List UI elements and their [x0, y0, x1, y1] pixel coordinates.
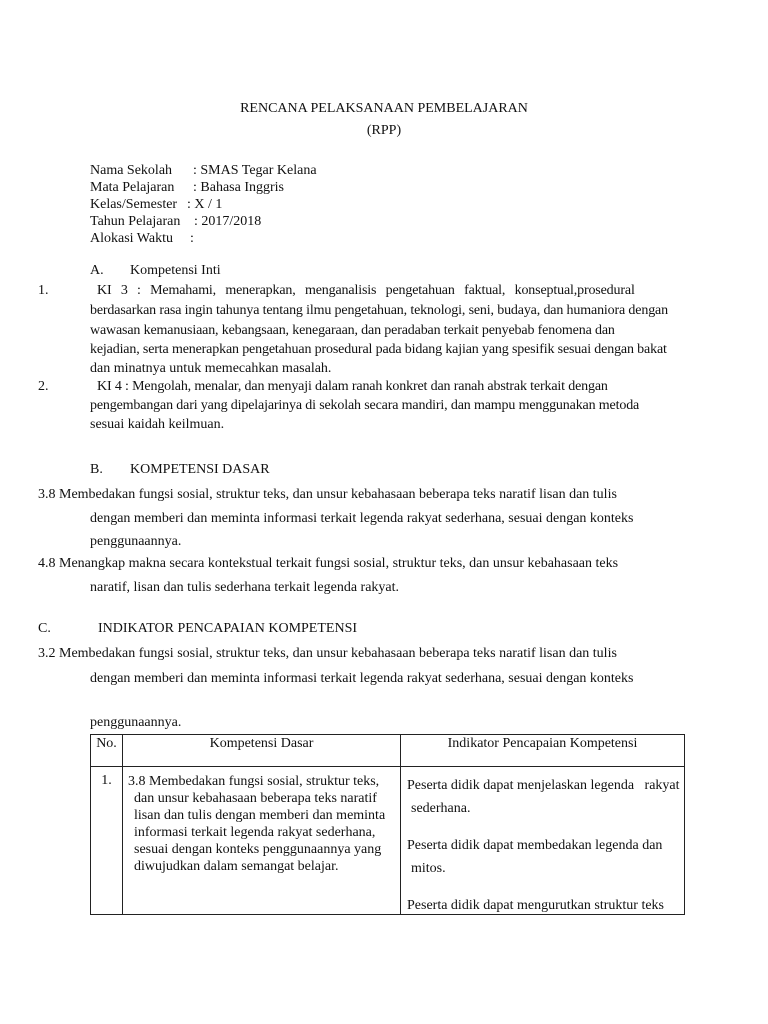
- info-label: Kelas/Semester: [90, 197, 178, 212]
- kd-text-line: sesuai dengan konteks penggunaannya yang: [134, 842, 382, 857]
- header-no: No.: [91, 735, 123, 767]
- ki4-line: KI 4 : Mengolah, menalar, dan menyaji dalam ranah konkret dan ranah abstrak terkait dengan: [97, 379, 608, 394]
- kd-line: naratif, lisan dan tulis sederhana terkait legenda rakyat.: [90, 580, 400, 595]
- kd-line: dengan memberi dan meminta informasi terkait legenda rakyat sederhana, sesuai dengan konteks: [90, 511, 634, 526]
- info-label: Mata Pelajaran: [90, 180, 175, 195]
- kd-line: 3.8 Membedakan fungsi sosial, struktur teks, dan unsur kebahasaan beberapa teks naratif lisan dan tulis: [38, 487, 617, 502]
- indicator-line: Peserta didik dapat membedakan legenda dan: [407, 838, 663, 853]
- indikator-table: [90, 734, 685, 915]
- ki3-line: wawasan kemanusiaan, kebangsaan, kenegaraan, dan peradaban terkait penyebab fenomena dan: [90, 323, 615, 338]
- indicator-line: Peserta didik dapat menjelaskan legenda rakyat: [407, 778, 680, 793]
- ki4-line: pengembangan dari yang dipelajarinya di sekolah secara mandiri, dan mampu menggunakan metoda: [90, 398, 640, 413]
- table-row: [91, 767, 685, 915]
- indikator-line: penggunaannya.: [90, 715, 182, 730]
- indicator-line: mitos.: [411, 861, 446, 876]
- info-value: : X / 1: [187, 197, 223, 212]
- kd-text-line: lisan dan tulis dengan memberi dan meminta: [134, 808, 386, 823]
- section-b-letter: B.: [90, 462, 103, 477]
- indikator-line: dengan memberi dan meminta informasi terkait legenda rakyat sederhana, sesuai dengan konteks: [90, 671, 634, 686]
- kd-line: 4.8 Menangkap makna secara kontekstual terkait fungsi sosial, struktur teks, dan unsur kebahasaan teks: [38, 556, 619, 571]
- row-no: 1.: [91, 767, 123, 915]
- row-kd: [123, 767, 401, 915]
- info-value: :: [190, 231, 194, 246]
- info-label: Nama Sekolah: [90, 163, 173, 178]
- indicator-line: sederhana.: [411, 801, 471, 816]
- ki3-line: kejadian, serta menerapkan pengetahuan prosedural pada bidang kajian yang spesifik sesuai dengan bakat: [90, 342, 667, 357]
- section-a-letter: A.: [90, 263, 104, 278]
- header-kd: Kompetensi Dasar: [123, 735, 401, 767]
- row-indikator: [401, 767, 685, 915]
- document-title: RENCANA PELAKSANAAN PEMBELAJARAN: [240, 101, 528, 116]
- info-value: : Bahasa Inggris: [193, 180, 284, 195]
- section-a-heading: Kompetensi Inti: [130, 263, 221, 278]
- list-number: 1.: [38, 283, 49, 298]
- info-label: Tahun Pelajaran: [90, 214, 181, 229]
- ki3-line: berdasarkan rasa ingin tahunya tentang ilmu pengetahuan, teknologi, seni, budaya, dan humaniora dengan: [90, 303, 668, 318]
- header-indikator: Indikator Pencapaian Kompetensi: [401, 735, 685, 767]
- kd-text-line: 3.8 Membedakan fungsi sosial, struktur teks,: [128, 774, 380, 789]
- ki4-line: sesuai kaidah keilmuan.: [90, 417, 225, 432]
- indikator-line: 3.2 Membedakan fungsi sosial, struktur teks, dan unsur kebahasaan beberapa teks naratif lisan dan tulis: [38, 646, 617, 661]
- section-b-heading: KOMPETENSI DASAR: [130, 462, 270, 477]
- section-c-letter: C.: [38, 621, 51, 636]
- info-label: Alokasi Waktu: [90, 231, 173, 246]
- section-c-heading: INDIKATOR PENCAPAIAN KOMPETENSI: [98, 621, 358, 636]
- document-subtitle: (RPP): [366, 123, 402, 138]
- kd-text-line: diwujudkan dalam semangat belajar.: [134, 859, 339, 874]
- kd-text-line: informasi terkait legenda rakyat sederhana,: [134, 825, 376, 840]
- info-value: : SMAS Tegar Kelana: [193, 163, 317, 178]
- list-number: 2.: [38, 379, 49, 394]
- kd-text-line: dan unsur kebahasaan beberapa teks naratif: [134, 791, 377, 806]
- ki3-line: KI 3 : Memahami, menerapkan, menganalisis pengetahuan faktual, konseptual,prosedural: [97, 283, 635, 298]
- indicator-line: Peserta didik dapat mengurutkan struktur teks: [407, 898, 664, 913]
- info-value: : 2017/2018: [194, 214, 262, 229]
- table-header-row: [91, 735, 685, 767]
- kd-line: penggunaannya.: [90, 534, 182, 549]
- ki3-line: dan minatnya untuk memecahkan masalah.: [90, 361, 332, 376]
